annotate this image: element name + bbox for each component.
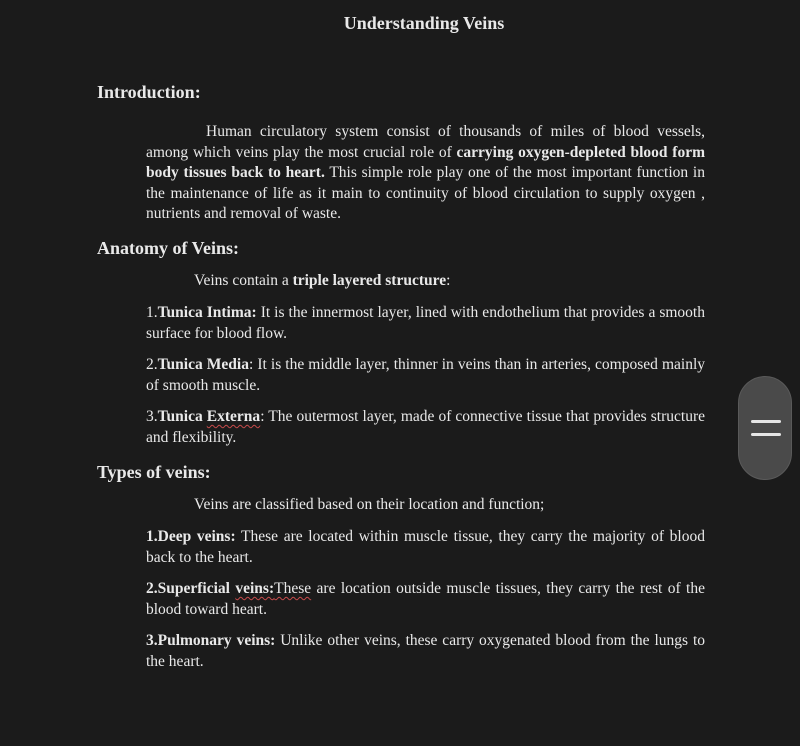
item-text-spellcheck: These [274, 580, 312, 597]
anatomy-intro-bold: triple layered structure [292, 272, 447, 289]
grip-line-icon [751, 420, 781, 423]
anatomy-item-tunica-intima [146, 303, 705, 344]
item-term: Tunica Intima: [157, 304, 257, 321]
item-term: Tunica Media [157, 356, 249, 373]
types-heading: Types of veins: [97, 462, 211, 482]
item-number: 3. [146, 408, 158, 425]
item-term-spellcheck: Externa [206, 408, 261, 425]
grip-line-icon [751, 433, 781, 436]
anatomy-item-tunica-media [146, 355, 705, 396]
types-intro: Veins are classified based on their location and function; [194, 496, 545, 513]
introduction-heading: Introduction: [97, 82, 201, 102]
scroll-handle[interactable] [738, 376, 792, 480]
item-text: : It is the middle layer, thinner in veins than in arteries, composed mainly of smooth muscle. [146, 356, 705, 394]
item-text: are location outside muscle tissues, they carry the rest of the blood toward heart. [146, 580, 705, 618]
item-term: 3.Pulmonary veins: [146, 632, 276, 649]
item-number: 1. [146, 304, 158, 321]
item-number: 2. [146, 356, 158, 373]
anatomy-heading: Anatomy of Veins: [97, 238, 240, 258]
item-term: 1.Deep veins: [146, 528, 236, 545]
item-term: 2.Superficial [146, 580, 236, 597]
document-title: Understanding Veins [343, 13, 505, 33]
item-text: These are located within muscle tissue, they carry the majority of blood back to the heart. [146, 528, 705, 566]
anatomy-item-tunica-externa [146, 407, 705, 448]
anatomy-intro-text: Veins contain a [194, 272, 293, 289]
intro-tail-text: This simple role play one of the most important function in the maintenance of life as it main to continuity of blood circulation to supply oxygen , nutrients and removal of waste. [146, 164, 705, 223]
types-item-pulmonary-veins [146, 631, 705, 672]
anatomy-intro-colon: : [446, 272, 451, 289]
item-text: It is the innermost layer, lined with endothelium that provides a smooth surface for blood flow. [146, 304, 705, 342]
introduction-paragraph [146, 122, 705, 225]
intro-text: Human circulatory system consist of thousands of miles of blood vessels, among which veins play the most crucial role of [146, 123, 705, 161]
anatomy-intro [194, 272, 450, 290]
item-text: Unlike other veins, these carry oxygenated blood from the lungs to the heart. [146, 632, 705, 670]
types-item-superficial-veins [146, 579, 705, 620]
item-term: Tunica [157, 408, 207, 425]
intro-bold-text: carrying oxygen-depleted blood form body tissues back to heart. [146, 143, 705, 182]
item-text: : The outermost layer, made of connective tissue that provides structure and flexibility. [146, 408, 705, 446]
types-item-deep-veins [146, 527, 705, 568]
item-term-spellcheck: veins: [235, 580, 275, 597]
